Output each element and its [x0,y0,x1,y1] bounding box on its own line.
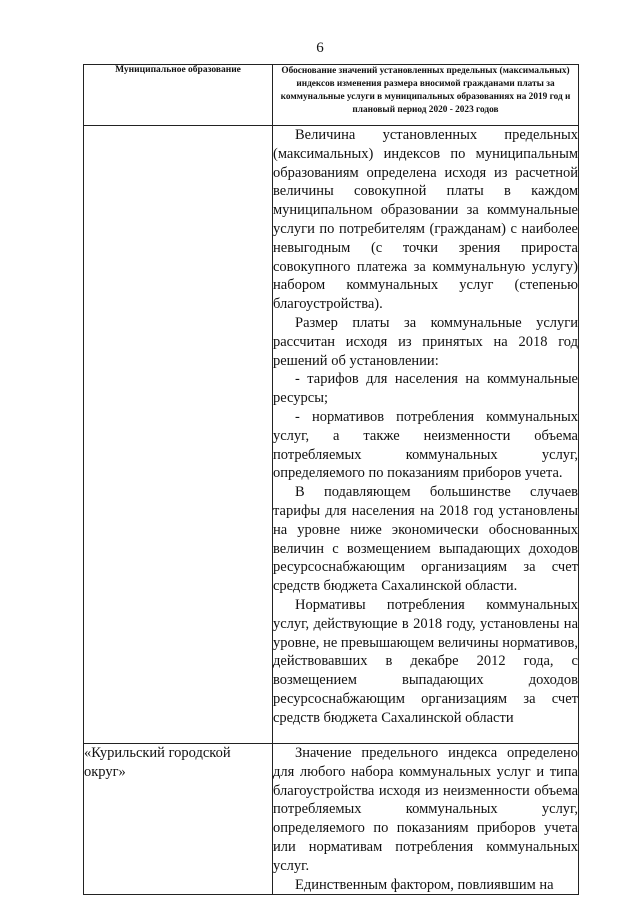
paragraph: Величина установленных предельных (максимальных) индексов по муниципальным образованиям определена исходя из расчетной величины совокупной платы в каждом муниципальном образовании за коммунальные услуги по потребителям (гражданам) с наиболее невыгодным (с точки зрения прироста совокупного платежа за коммунальную услугу) набором коммунальных услуг (степенью благоустройства). [273,127,578,313]
paragraph: Единственным фактором, повлиявшим на [295,876,554,893]
paragraph: Нормативы потребления коммунальных услуг, действующие в 2018 году, установлены на уровне, не превышающем величины нормативов, действовавших в декабре 2012 года, с возмещением выпадающих доходов ресурсоснабжающим организациям за счет средств бюджета Сахалинской области [273,596,578,726]
municipality-cell: «Курильский городской округ» [84,744,273,895]
municipality-cell [84,126,273,744]
header-justification: Обоснование значений установленных предельных (максимальных) индексов изменения размера вносимой гражданами платы за коммунальные услуги в муниципальных образованиях на 2019 год и плановый период 2020 - 2023 годов [273,65,579,126]
paragraph: Значение предельного индекса определено для любого набора коммунальных услуг и типа благоустройства исходя из неизменности объема потребляемых коммунальных услуг, определяемого по показаниям приборов учета или нормативам потребления коммунальных услуг. [273,745,578,874]
justification-cell [273,126,579,744]
table-header-row [84,65,579,126]
justification-table [83,64,579,895]
paragraph: В подавляющем большинстве случаев тарифы для населения на 2018 год установлены на уровне ниже экономически обоснованных величин с возмещением выпадающих доходов ресурсоснабжающим организациям за счет средств бюджета Сахалинской области. [273,484,578,595]
table-row [84,744,579,895]
page-number: 6 [316,40,324,56]
table-row [84,126,579,744]
paragraph: - тарифов для населения на коммунальные ресурсы; [273,371,578,407]
paragraph: Размер платы за коммунальные услуги рассчитан исходя из принятых на 2018 год решений об установлении: [273,314,578,369]
header-municipality: Муниципальное образование [84,65,273,126]
justification-cell [273,744,579,895]
paragraph: - нормативов потребления коммунальных услуг, а также неизменности объема потребляемых коммунальных услуг, определяемого по показаниям приборов учета. [273,408,578,482]
